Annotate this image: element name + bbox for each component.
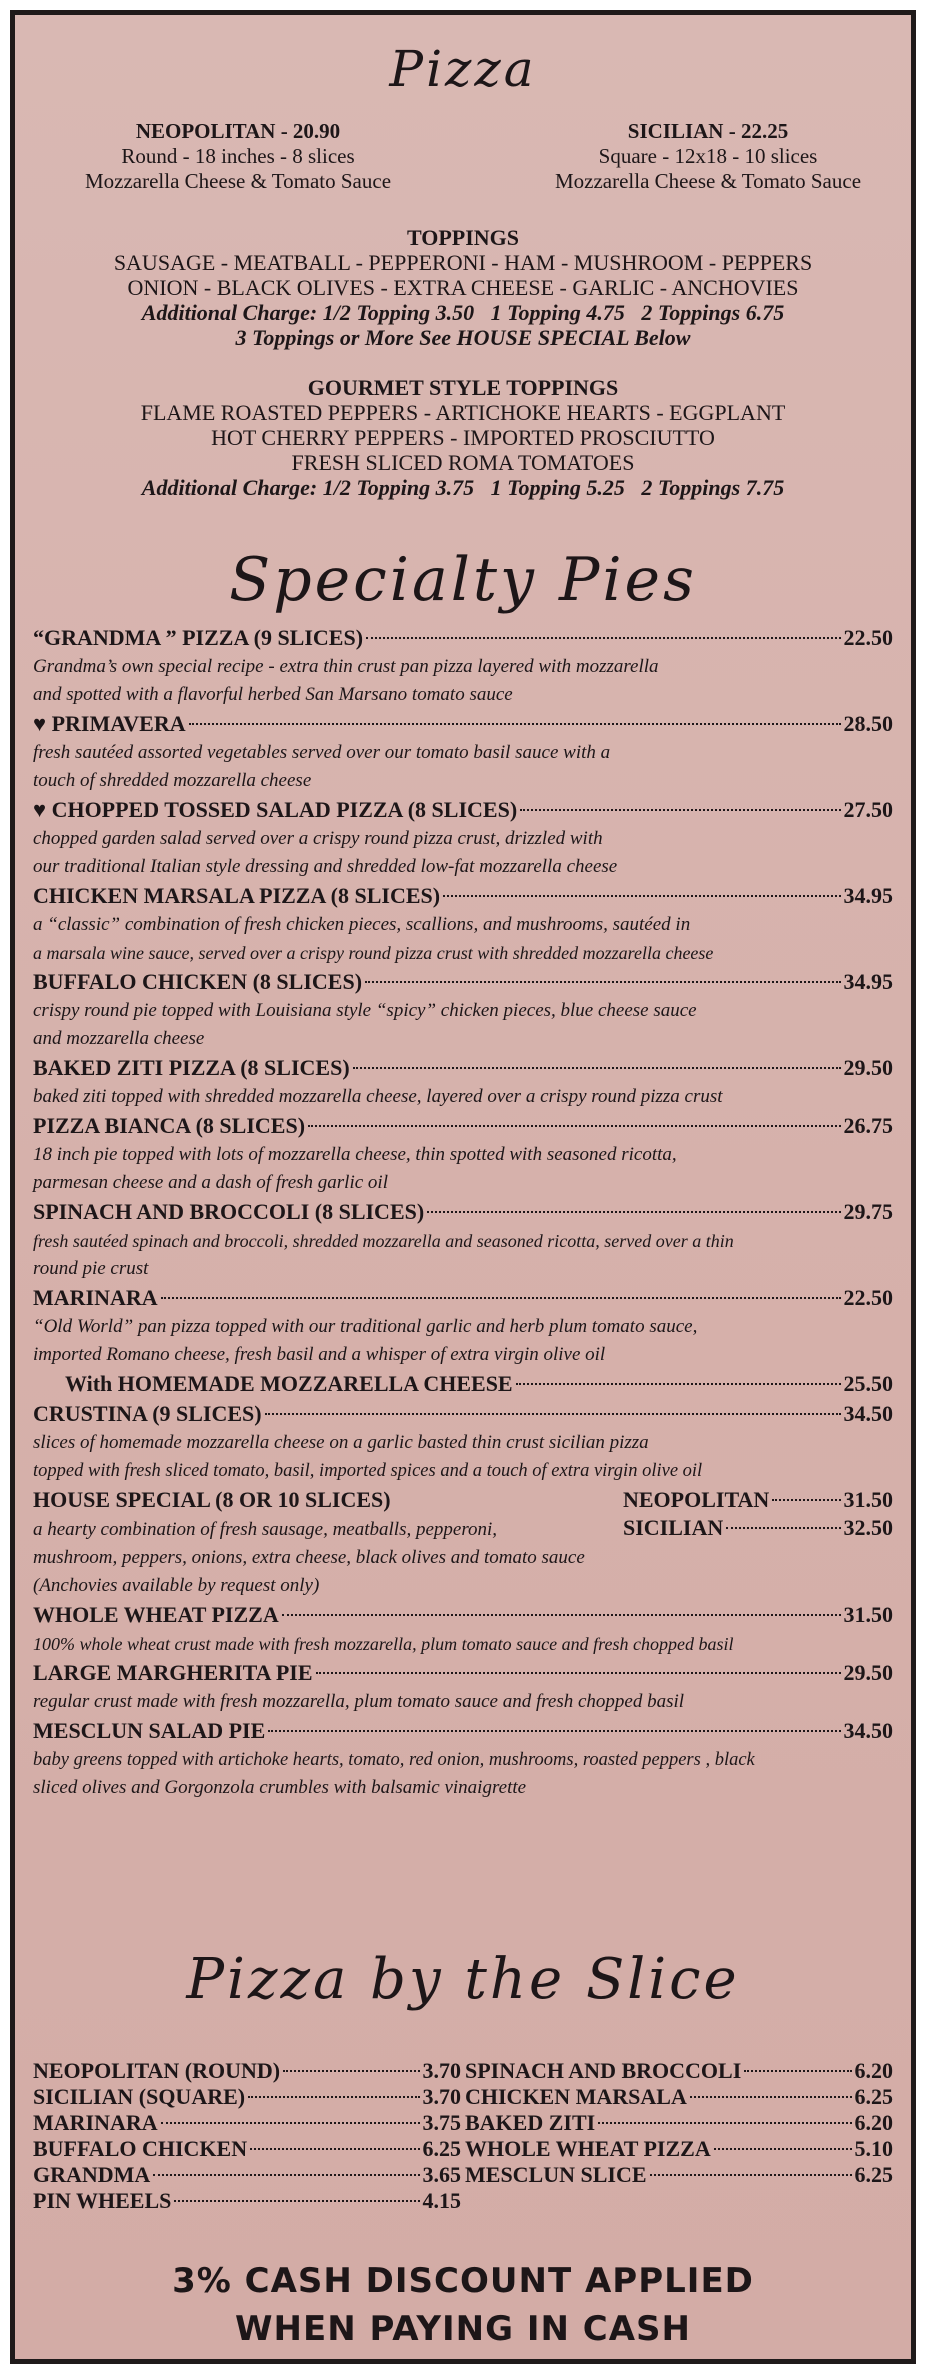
item-desc: round pie crust: [33, 1258, 149, 1279]
item-price: 22.50: [843, 1285, 893, 1310]
item-desc: baby greens topped with artichoke hearts, tomato, red onion, mushrooms, roasted peppers , black: [33, 1750, 755, 1770]
slice-title: Pizza by the Slice: [186, 1947, 740, 2012]
item-price: 34.50: [843, 1718, 893, 1743]
menu-item: [33, 1053, 893, 1111]
slice-item: [33, 2162, 461, 2188]
slice-price: 5.10: [854, 2136, 893, 2161]
menu-item: [33, 1283, 893, 1369]
slice-item: [465, 2058, 893, 2084]
item-desc: 100% whole wheat crust made with fresh mozzarella, plum tomato sauce and fresh chopped basil: [33, 1634, 734, 1654]
item-desc: fresh sautéed assorted vegetables served over our tomato basil sauce with a: [33, 742, 611, 763]
slice-name: GRANDMA: [33, 2162, 151, 2187]
gourmet-line: FRESH SLICED ROMA TOMATOES: [291, 450, 635, 475]
item-name: WHOLE WHEAT PIZZA: [33, 1602, 279, 1627]
item-desc: a hearty combination of fresh sausage, meatballs, pepperoni,: [33, 1519, 498, 1540]
item-desc: imported Romano cheese, fresh basil and a whisper of extra virgin olive oil: [33, 1344, 606, 1365]
item-desc: sliced olives and Gorgonzola crumbles with balsamic vinaigrette: [33, 1777, 527, 1798]
slice-price: 6.25: [422, 2136, 461, 2161]
item-desc: topped with fresh sliced tomato, basil, imported spices and a touch of extra virgin olive oil: [33, 1461, 703, 1481]
item-name: MESCLUN SALAD PIE: [33, 1718, 266, 1743]
specialty-group-1: [33, 623, 893, 1802]
slice-price: 3.70: [422, 2058, 461, 2083]
slice-name: NEOPOLITAN (ROUND): [33, 2058, 281, 2083]
item-price: 25.50: [843, 1371, 893, 1396]
slice-name: MARINARA: [33, 2110, 158, 2135]
gourmet-heading: GOURMET STYLE TOPPINGS: [307, 375, 619, 400]
menu-item: [33, 1111, 893, 1197]
neopolitan-desc: Mozzarella Cheese & Tomato Sauce: [84, 169, 392, 193]
item-name: BAKED ZITI PIZZA (8 SLICES): [33, 1055, 350, 1080]
item-price: 29.75: [843, 1199, 893, 1224]
slice-name: SICILIAN (SQUARE): [33, 2084, 246, 2109]
item-desc: and mozzarella cheese: [33, 1028, 205, 1049]
item-name: CHICKEN MARSALA PIZZA (8 SLICES): [33, 883, 441, 908]
house-special: [33, 1485, 893, 1600]
item-name: CRUSTINA (9 SLICES): [33, 1401, 262, 1426]
slice-item: [465, 2084, 893, 2110]
slice-item: [33, 2084, 461, 2110]
slice-item: [33, 2058, 461, 2084]
specialty-list: [33, 623, 893, 1802]
item-price: 29.50: [843, 1055, 893, 1080]
item-desc: crispy round pie topped with Louisiana style “spicy” chicken pieces, blue cheese sauce: [33, 1000, 697, 1021]
slice-name: WHOLE WHEAT PIZZA: [465, 2136, 711, 2161]
menu-item: [33, 795, 893, 881]
slice-price: 3.70: [422, 2084, 461, 2109]
slice-price: 6.25: [854, 2162, 893, 2187]
slice-item: [465, 2162, 893, 2188]
neopolitan-size: Round - 18 inches - 8 slices: [121, 144, 355, 168]
item-desc: 18 inch pie topped with lots of mozzarella cheese, thin spotted with seasoned ricotta,: [33, 1144, 677, 1165]
item-name: “GRANDMA ” PIZZA (9 SLICES): [33, 625, 364, 650]
slice-price: 6.25: [854, 2084, 893, 2109]
item-price: 22.50: [843, 625, 893, 650]
menu-item: [33, 1716, 893, 1802]
item-name: SPINACH AND BROCCOLI (8 SLICES): [33, 1199, 425, 1224]
neopolitan-title: NEOPOLITAN - 20.90: [135, 119, 341, 143]
menu-item: [33, 881, 893, 967]
menu-item: [33, 1600, 893, 1658]
item-desc: and spotted with a flavorful herbed San Marsano tomato sauce: [33, 684, 513, 705]
item-desc: a marsala wine sauce, served over a crispy round pizza crust with shredded mozzarella cheese: [33, 943, 714, 963]
slice-name: MESCLUN SLICE: [465, 2162, 647, 2187]
menu-item: [33, 1658, 893, 1716]
item-desc: mushroom, peppers, onions, extra cheese, black olives and tomato sauce: [33, 1547, 585, 1568]
item-price: 31.50: [843, 1602, 893, 1627]
gourmet-line: FLAME ROASTED PEPPERS - ARTICHOKE HEARTS - EGGPLANT: [140, 400, 786, 425]
item-desc: baked ziti topped with shredded mozzarella cheese, layered over a crispy round pizza crust: [33, 1086, 723, 1107]
slice-item: [465, 2110, 893, 2136]
item-desc: (Anchovies available by request only): [33, 1575, 320, 1596]
slice-item: [33, 2110, 461, 2136]
house-neo-label: NEOPOLITAN: [623, 1487, 770, 1512]
slice-item: [33, 2136, 461, 2162]
toppings-line: SAUSAGE - MEATBALL - PEPPERONI - HAM - MUSHROOM - PEPPERS: [113, 250, 813, 275]
slice-price: 3.75: [422, 2110, 461, 2135]
item-price: 34.50: [843, 1401, 893, 1426]
item-name: BUFFALO CHICKEN (8 SLICES): [33, 969, 363, 994]
menu-item: [33, 709, 893, 795]
item-name: MARINARA: [33, 1285, 158, 1310]
gourmet-charge: Additional Charge: 1/2 Topping 3.75 1 Topping 5.25 2 Toppings 7.75: [141, 475, 785, 500]
house-sic-label: SICILIAN: [623, 1515, 724, 1540]
neopolitan-block: [33, 119, 443, 194]
item-desc: slices of homemade mozzarella cheese on a garlic basted thin crust sicilian pizza: [33, 1432, 649, 1453]
discount-line: WHEN PAYING IN CASH: [235, 2309, 691, 2349]
discount-line: 3% CASH DISCOUNT APPLIED: [172, 2261, 754, 2301]
item-name: HOUSE SPECIAL (8 OR 10 SLICES): [33, 1487, 391, 1512]
item-desc: chopped garden salad served over a crispy round pizza crust, drizzled with: [33, 828, 603, 849]
item-desc: our traditional Italian style dressing and shredded low-fat mozzarella cheese: [33, 856, 618, 877]
toppings-note: 3 Toppings or More See HOUSE SPECIAL Below: [235, 325, 691, 350]
slice-item: [465, 2136, 893, 2162]
sicilian-desc: Mozzarella Cheese & Tomato Sauce: [554, 169, 862, 193]
slice-price: 4.15: [422, 2188, 461, 2213]
menu-item-option: [33, 1369, 893, 1399]
menu-frame: [10, 10, 916, 2364]
slice-column-right: [465, 2058, 893, 2214]
gourmet-line: HOT CHERRY PEPPERS - IMPORTED PROSCIUTTO: [211, 425, 715, 450]
slice-price: 6.20: [854, 2110, 893, 2135]
item-price: 29.50: [843, 1660, 893, 1685]
slice-name: PIN WHEELS: [33, 2188, 172, 2213]
item-desc: “Old World” pan pizza topped with our traditional garlic and herb plum tomato sauce,: [33, 1316, 698, 1337]
gourmet-block: [33, 375, 893, 500]
house-neo-price: 31.50: [843, 1487, 893, 1512]
item-name: PIZZA BIANCA (8 SLICES): [33, 1113, 306, 1138]
item-name: With HOMEMADE MOZZARELLA CHEESE: [65, 1371, 513, 1396]
toppings-line: ONION - BLACK OLIVES - EXTRA CHEESE - GARLIC - ANCHOVIES: [127, 275, 799, 300]
sicilian-block: [513, 119, 903, 194]
item-desc: Grandma’s own special recipe - extra thin crust pan pizza layered with mozzarella: [33, 656, 659, 677]
item-name: ♥ CHOPPED TOSSED SALAD PIZZA (8 SLICES): [33, 797, 518, 822]
item-price: 28.50: [843, 711, 893, 736]
slice-column-left: [33, 2058, 461, 2214]
toppings-charge: Additional Charge: 1/2 Topping 3.50 1 Topping 4.75 2 Toppings 6.75: [141, 300, 785, 325]
item-price: 26.75: [843, 1113, 893, 1138]
menu-item: [33, 623, 893, 709]
item-price: 34.95: [843, 883, 893, 908]
slice-name: SPINACH AND BROCCOLI: [465, 2058, 742, 2083]
item-price: 34.95: [843, 969, 893, 994]
slice-item: [33, 2188, 461, 2214]
slice-name: BUFFALO CHICKEN: [33, 2136, 248, 2161]
slice-list: [33, 2058, 893, 2214]
item-name: ♥ PRIMAVERA: [33, 711, 186, 736]
menu-item: [33, 967, 893, 1053]
sicilian-size: Square - 12x18 - 10 slices: [598, 144, 818, 168]
item-desc: touch of shredded mozzarella cheese: [33, 770, 312, 791]
slice-name: CHICKEN MARSALA: [465, 2084, 687, 2109]
toppings-heading: TOPPINGS: [406, 225, 520, 250]
item-desc: fresh sautéed spinach and broccoli, shredded mozzarella and seasoned ricotta, served over a thin: [33, 1231, 734, 1251]
cash-discount-notice: [33, 2257, 893, 2353]
menu-item: [33, 1399, 893, 1485]
item-desc: regular crust made with fresh mozzarella, plum tomato sauce and fresh chopped basil: [33, 1691, 685, 1712]
slice-price: 3.65: [422, 2162, 461, 2187]
menu-item: [33, 1197, 893, 1283]
slice-name: BAKED ZITI: [465, 2110, 596, 2135]
toppings-block: [33, 225, 893, 350]
item-desc: parmesan cheese and a dash of fresh garlic oil: [33, 1172, 388, 1193]
house-sic-price: 32.50: [843, 1515, 893, 1540]
item-name: LARGE MARGHERITA PIE: [33, 1660, 313, 1685]
sicilian-title: SICILIAN - 22.25: [627, 119, 789, 143]
slice-price: 6.20: [854, 2058, 893, 2083]
specialty-title: Specialty Pies: [229, 545, 697, 615]
pizza-title: Pizza: [389, 40, 537, 98]
item-price: 27.50: [843, 797, 893, 822]
item-desc: a “classic” combination of fresh chicken pieces, scallions, and mushrooms, sautéed in: [33, 914, 691, 935]
